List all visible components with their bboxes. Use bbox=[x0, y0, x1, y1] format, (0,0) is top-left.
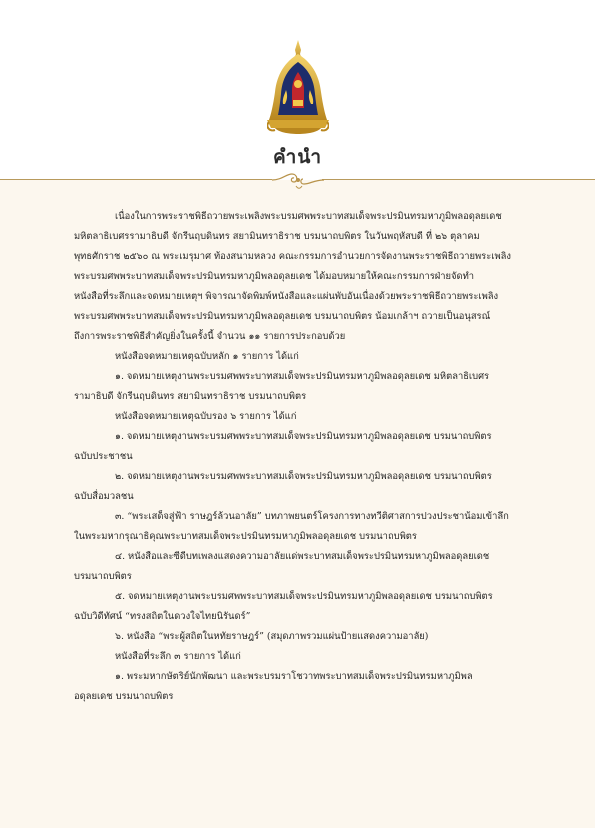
text-line: อดุลยเดช บรมนาถบพิตร bbox=[74, 691, 174, 702]
text-line: ฉบับประชาชน bbox=[74, 451, 133, 462]
text-line: พระบรมศพพระบาทสมเด็จพระปรมินทรมหาภูมิพลอดุลยเดช ได้มอบหมายให้คณะกรรมการฝ่ายจัดทำ bbox=[74, 271, 475, 282]
list-item: ๔. หนังสือและซีดีบทเพลงแสดงความอาลัยแด่พระบาทสมเด็จพระปรมินทรมหาภูมิพลอดุลยเดช bbox=[115, 551, 490, 562]
section-heading: หนังสือที่ระลึก ๓ รายการ ได้แก่ bbox=[115, 651, 241, 662]
divider-left bbox=[0, 179, 272, 180]
list-item: ๑. จดหมายเหตุงานพระบรมศพพระบาทสมเด็จพระปรมินทรมหาภูมิพลอดุลยเดช บรมนาถบพิตร bbox=[115, 431, 492, 442]
text-line: เนื่องในการพระราชพิธีถวายพระเพลิงพระบรมศพพระบาทสมเด็จพระปรมินทรมหาภูมิพลอดุลยเดช bbox=[115, 211, 502, 222]
text-line: มหิตลาธิเบศรรามาธิบดี จักรีนฤบดินทร สยามินทราธิราช บรมนาถบพิตร ในวันพฤหัสบดี ที่ ๒๖ ตุลาคม bbox=[74, 231, 480, 242]
text-line: ฉบับวิดีทัศน์ “ทรงสถิตในดวงใจไทยนิรันดร์” bbox=[74, 611, 251, 622]
text-line: ฉบับสื่อมวลชน bbox=[74, 491, 134, 502]
list-item: ๓. “พระเสด็จสู่ฟ้า ราษฎร์ล้วนอาลัย” บทภาพยนตร์โครงการทางทวีติศาสการปวงประชาน้อมเข้าลึก bbox=[115, 511, 509, 522]
header-area bbox=[0, 0, 595, 172]
text-line: ในพระมหากรุณาธิคุณพระบาทสมเด็จพระปรมินทรมหาภูมิพลอดุลยเดช บรมนาถบพิตร bbox=[74, 531, 417, 542]
page-title: คำนำ bbox=[272, 146, 323, 168]
list-item: ๖. หนังสือ “พระผู้สถิตในหทัยราษฎร์” (สมุดภาพรวมแผ่นป้ายแสดงความอาลัย) bbox=[115, 631, 429, 642]
text-line: รามาธิบดี จักรีนฤบดินทร สยามินทราธิราช บรมนาถบพิตร bbox=[74, 391, 307, 402]
ornament-icon bbox=[270, 168, 326, 190]
list-item: ๑. จดหมายเหตุงานพระบรมศพพระบาทสมเด็จพระปรมินทรมหาภูมิพลอดุลยเดช มหิตลาธิเบศร bbox=[115, 371, 490, 382]
text-line: ถึงการพระราชพิธีสำคัญยิ่งในครั้งนี้ จำนวน ๑๑ รายการประกอบด้วย bbox=[74, 331, 346, 342]
text-line: พระบรมศพพระบาทสมเด็จพระปรมินทรมหาภูมิพลอดุลยเดช บรมนาถบพิตร น้อมเกล้าฯ ถวายเป็นอนุสรณ์ bbox=[74, 311, 491, 322]
divider-right bbox=[322, 179, 595, 180]
list-item: ๑. พระมหากษัตริย์นักพัฒนา และพระบรมราโชวาทพระบาทสมเด็จพระปรมินทรมหาภูมิพล bbox=[115, 671, 473, 682]
text-line: หนังสือที่ระลึกและจดหมายเหตุฯ พิจารณาจัดพิมพ์หนังสือและแผ่นพับอันเนื่องด้วยพระราชพิธีถวายพระเพลิง bbox=[74, 291, 499, 302]
text-line: พุทธศักราช ๒๕๖๐ ณ พระเมรุมาศ ท้องสนามหลวง คณะกรรมการอำนวยการจัดงานพระราชพิธีถวายพระเพลิง bbox=[74, 251, 511, 262]
royal-emblem-icon bbox=[267, 40, 329, 136]
section-heading: หนังสือจดหมายเหตุฉบับหลัก ๑ รายการ ได้แก่ bbox=[115, 351, 299, 362]
list-item: ๒. จดหมายเหตุงานพระบรมศพพระบาทสมเด็จพระปรมินทรมหาภูมิพลอดุลยเดช บรมนาถบพิตร bbox=[115, 471, 492, 482]
list-item: ๕. จดหมายเหตุงานพระบรมศพพระบาทสมเด็จพระปรมินทรมหาภูมิพลอดุลยเดช บรมนาถบพิตร bbox=[115, 591, 493, 602]
text-line: บรมนาถบพิตร bbox=[74, 571, 132, 582]
section-heading: หนังสือจดหมายเหตุฉบับรอง ๖ รายการ ได้แก่ bbox=[115, 411, 297, 422]
